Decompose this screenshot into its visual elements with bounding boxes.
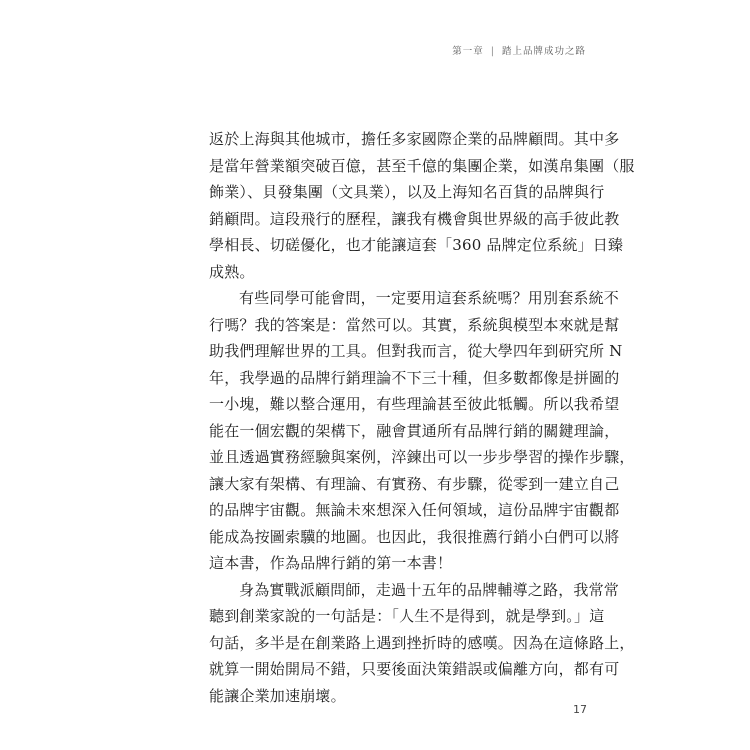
text-line: 讓大家有架構、有理論、有實務、有步驟，從零到一建立自己 xyxy=(209,474,620,493)
text-line: 年，我學過的品牌行銷理論不下三十種，但多數都像是拼圖的 xyxy=(209,368,620,387)
chapter-title: 踏上品牌成功之路 xyxy=(501,46,586,57)
text-line: 是當年營業額突破百億，甚至千億的集團企業，如漢帛集團（服 xyxy=(209,156,635,175)
page-number: 17 xyxy=(573,703,587,716)
text-line: 聽到創業家說的一句話是：「人生不是得到，就是學到。」這 xyxy=(209,607,605,625)
text-line: 成熟。 xyxy=(209,262,255,281)
text-line: 有些同學可能會問，一定要用這套系統嗎？用別套系統不 xyxy=(239,289,620,307)
running-head xyxy=(452,43,586,57)
body-text xyxy=(209,126,635,709)
text-line: 能在一個宏觀的架構下，融會貫通所有品牌行銷的關鍵理論， xyxy=(209,421,620,440)
chapter-label: 第一章 xyxy=(452,46,484,57)
text-line: 飾業）、貝發集團（文具業），以及上海知名百貨的品牌與行 xyxy=(209,183,605,201)
text-line: 能讓企業加速崩壞。 xyxy=(209,686,346,705)
text-line: 的品牌宇宙觀。無論未來想深入任何領域，這份品牌宇宙觀都 xyxy=(209,501,620,519)
text-line: 身為實戰派顧問師，走過十五年的品牌輔導之路，我常常 xyxy=(239,580,620,599)
text-line: 銷顧問。這段飛行的歷程，讓我有機會與世界級的高手彼此教 xyxy=(209,209,620,228)
text-line: 就算一開始開局不錯，只要後面決策錯誤或偏離方向，都有可 xyxy=(209,660,620,678)
text-line: 一小塊，難以整合運用，有些理論甚至彼此牴觸。所以我希望 xyxy=(209,395,620,413)
text-line: 句話，多半是在創業路上遇到挫折時的感嘆。因為在這條路上， xyxy=(209,633,635,652)
text-line: 並且透過實務經驗與案例，淬鍊出可以一步步學習的操作步驟， xyxy=(209,448,635,466)
text-line: 助我們理解世界的工具。但對我而言，從大學四年到研究所 N xyxy=(209,342,623,360)
text-line: 學相長、切磋優化，也才能讓這套「360 品牌定位系統」日臻 xyxy=(209,236,624,254)
text-line: 行嗎？我的答案是：當然可以。其實，系統與模型本來就是幫 xyxy=(209,315,620,334)
text-line: 返於上海與其他城市，擔任多家國際企業的品牌顧問。其中多 xyxy=(209,130,620,148)
running-head-separator: | xyxy=(490,46,495,57)
text-line: 這本書，作為品牌行銷的第一本書！ xyxy=(209,554,453,572)
text-line: 能成為按圖索驥的地圖。也因此，我很推薦行銷小白們可以將 xyxy=(209,527,620,546)
